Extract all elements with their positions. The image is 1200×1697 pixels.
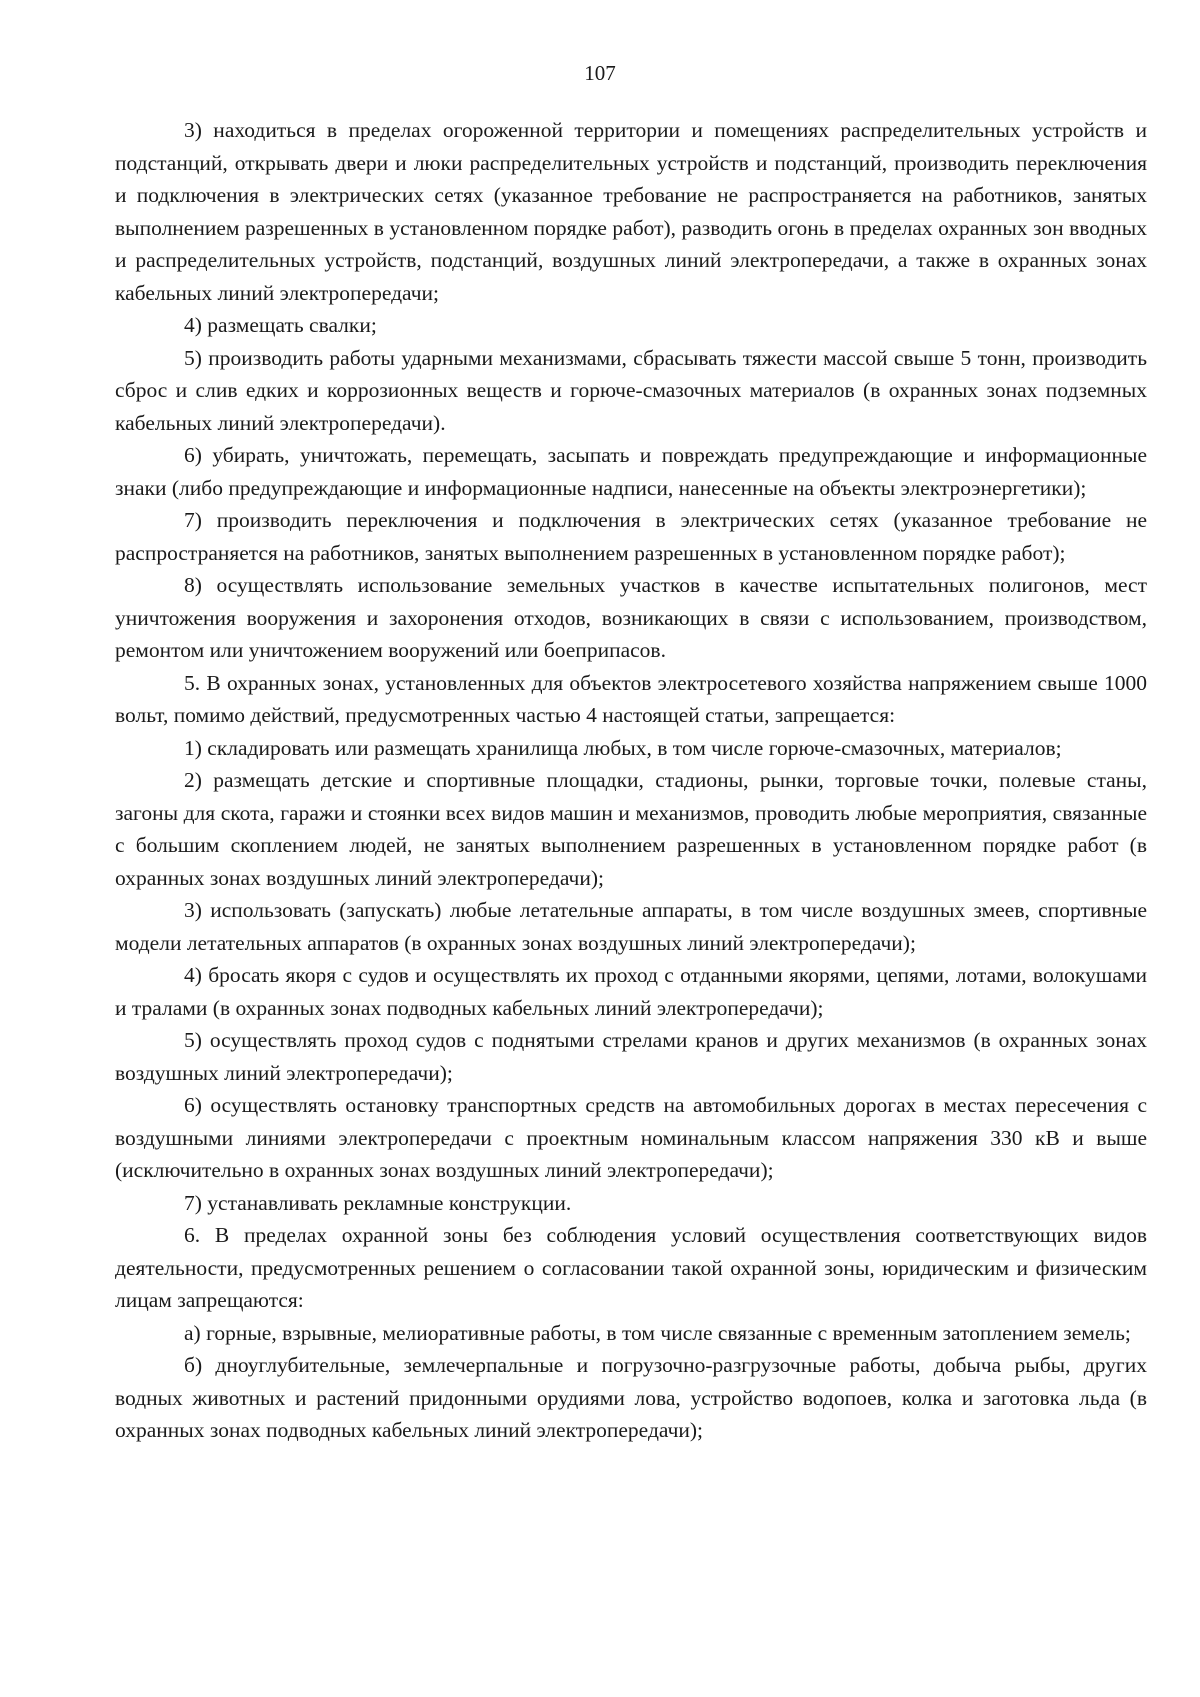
paragraph-part-6: 6. В пределах охранной зоны без соблюдения условий осуществления соответствующих видов деятельности, предусмотренных решением о согласовании такой охранной зоны, юридическим и физическим лицам запрещаются: <box>115 1223 1147 1312</box>
paragraph-item-5: 5) производить работы ударными механизмами, сбрасывать тяжести массой свыше 5 тонн, производить сброс и слив едких и коррозионных веществ и горюче-смазочных материалов (в охранных зонах подземных кабельных линий электропередачи). <box>115 345 1147 435</box>
paragraph-part5-item-4: 4) бросать якоря с судов и осуществлять их проход с отданными якорями, цепями, лотами, волокушами и тралами (в охранных зонах подводных кабельных линий электропередачи); <box>115 963 1147 1020</box>
document-body <box>115 114 1147 1447</box>
paragraph-part6-item-b: б) дноуглубительные, землечерпальные и погрузочно-разгрузочные работы, добыча рыбы, других водных животных и растений придонными орудиями лова, устройство водопоев, колка и заготовка льда (в охранных зонах подводных кабельных линий электропередачи); <box>115 1353 1147 1442</box>
paragraph-part5-item-1: 1) складировать или размещать хранилища любых, в том числе горюче-смазочных, материалов; <box>184 735 1062 760</box>
paragraph-part-5: 5. В охранных зонах, установленных для объектов электросетевого хозяйства напряжением свыше 1000 вольт, помимо действий, предусмотренных частью 4 настоящей статьи, запрещается: <box>115 670 1147 727</box>
paragraph-part5-item-5: 5) осуществлять проход судов с поднятыми стрелами кранов и других механизмов (в охранных зонах воздушных линий электропередачи); <box>115 1028 1147 1085</box>
paragraph-part5-item-3: 3) использовать (запускать) любые летательные аппараты, в том числе воздушных змеев, спортивные модели летательных аппаратов (в охранных зонах воздушных линий электропередачи); <box>115 898 1147 955</box>
paragraph-item-7: 7) производить переключения и подключения в электрических сетях (указанное требование не распространяется на работников, занятых выполнением разрешенных в установленном порядке работ); <box>115 508 1147 565</box>
page-number: 107 <box>584 61 616 85</box>
paragraph-part5-item-6: 6) осуществлять остановку транспортных средств на автомобильных дорогах в местах пересечения с воздушными линиями электропередачи с проектным номинальным классом напряжения 330 кВ и выше (исключительно в охранных зонах воздушных линий электропередачи); <box>115 1093 1147 1182</box>
paragraph-part5-item-2: 2) размещать детские и спортивные площадки, стадионы, рынки, торговые точки, полевые станы, загоны для скота, гаражи и стоянки всех видов машин и механизмов, проводить любые мероприятия, связанные с большим скоплением людей, не занятых выполнением разрешенных в установленном порядке работ (в охранных зонах воздушных линий электропередачи); <box>115 768 1147 890</box>
paragraph-item-8: 8) осуществлять использование земельных участков в качестве испытательных полигонов, мест уничтожения вооружения и захоронения отходов, возникающих в связи с использованием, производством, ремонтом или уничтожением вооружений или боеприпасов. <box>115 573 1147 662</box>
paragraph-part5-item-7: 7) устанавливать рекламные конструкции. <box>184 1190 572 1215</box>
paragraph-item-3: 3) находиться в пределах огороженной территории и помещениях распределительных устройств и подстанций, открывать двери и люки распределительных устройств и подстанций, производить переключения и подключения в электрических сетях (указанное требование не распространяется на работников, занятых выполнением разрешенных в установленном порядке работ), разводить огонь в пределах охранных зон вводных и распределительных устройств, подстанций, воздушных линий электропередачи, а также в охранных зонах кабельных линий электропередачи; <box>115 118 1147 305</box>
paragraph-part6-item-a: а) горные, взрывные, мелиоративные работы, в том числе связанные с временным затоплением земель; <box>184 1320 1131 1345</box>
paragraph-item-6: 6) убирать, уничтожать, перемещать, засыпать и повреждать предупреждающие и информационные знаки (либо предупреждающие и информационные надписи, нанесенные на объекты электроэнергетики); <box>115 443 1147 500</box>
paragraph-item-4: 4) размещать свалки; <box>184 313 377 337</box>
